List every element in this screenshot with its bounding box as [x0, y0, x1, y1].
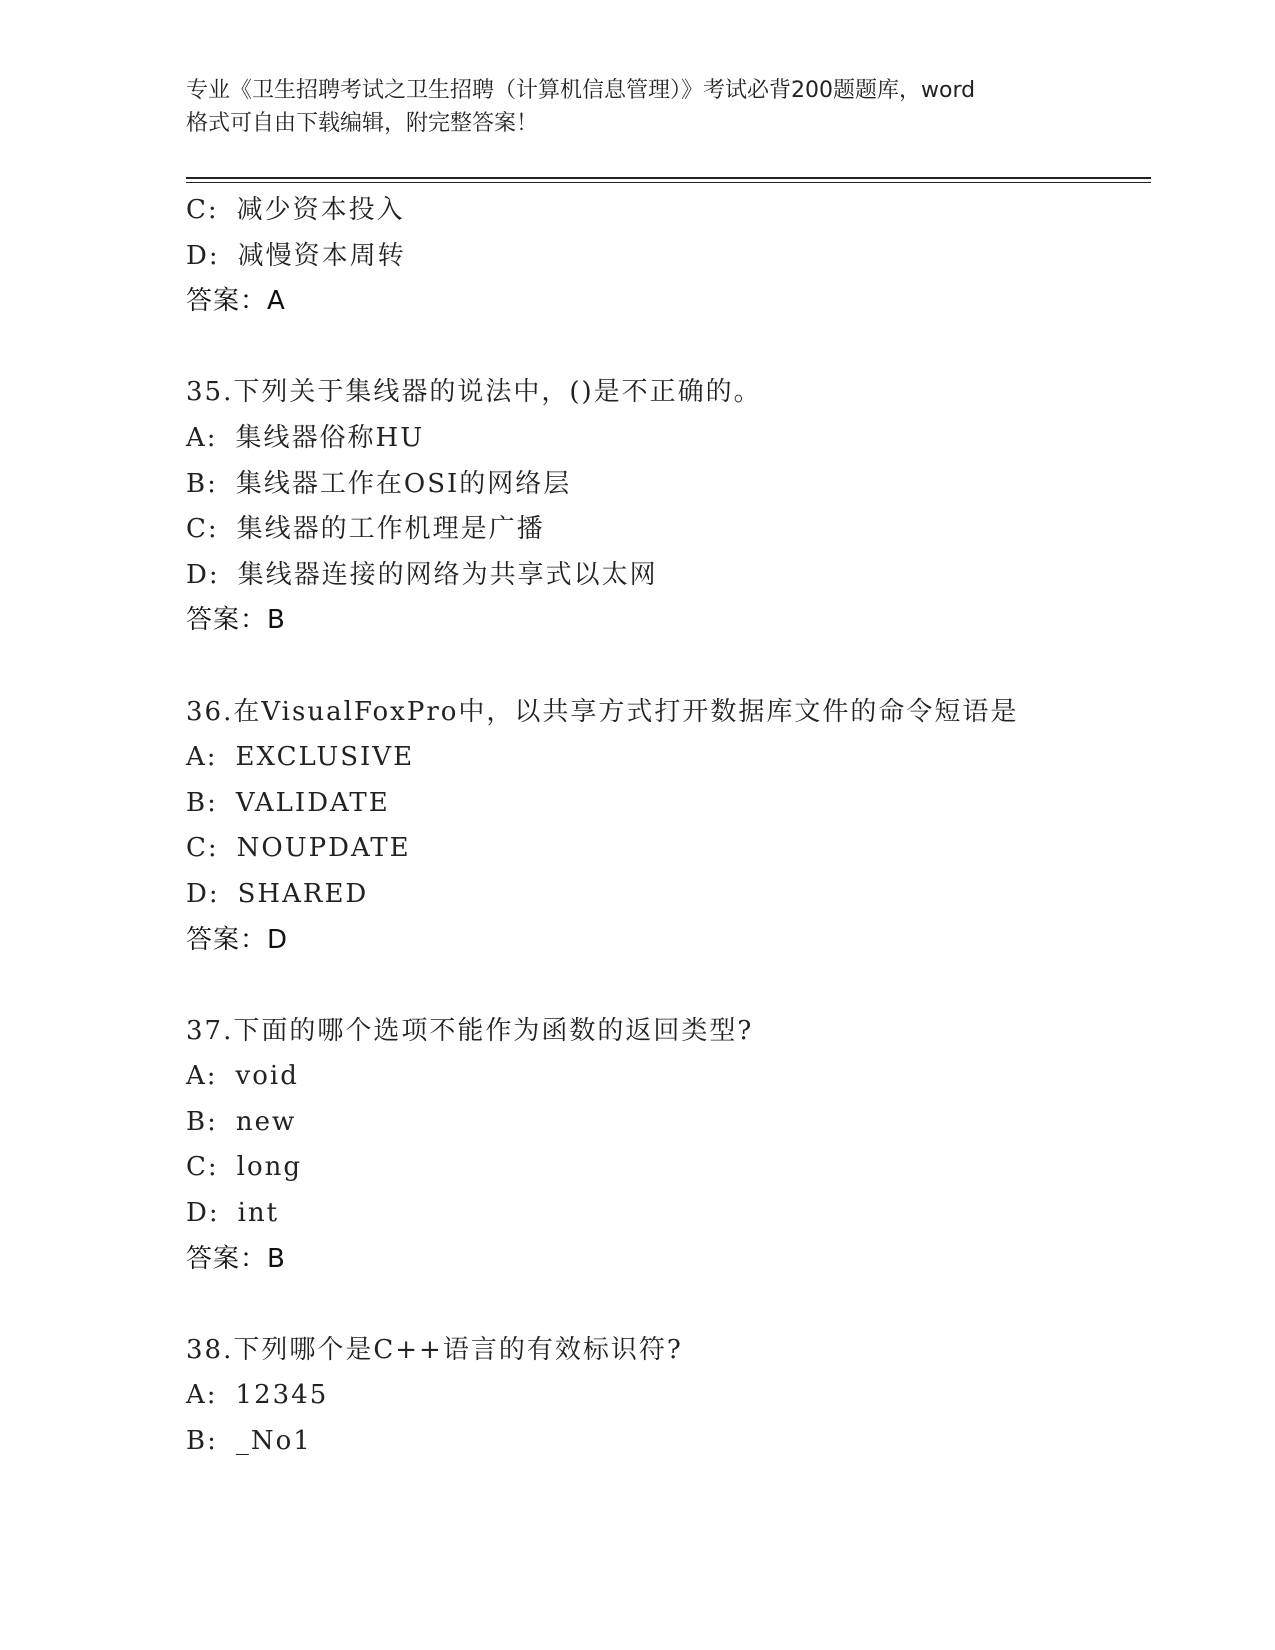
option-letter: D:	[186, 559, 220, 590]
option-text: _No1	[235, 1426, 312, 1457]
option-text: NOUPDATE	[236, 833, 411, 864]
answer-line: 答案：B	[186, 605, 286, 636]
header-line-2: 格式可自由下载编辑，附完整答案！	[186, 111, 539, 136]
option-letter: D:	[186, 240, 220, 271]
option-letter: D:	[186, 878, 220, 909]
option-text: 集线器俗称HU	[235, 422, 425, 453]
question-stem: 36.在VisualFoxPro中，以共享方式打开数据库文件的命令短语是	[186, 696, 1019, 727]
header-line-1: 专业《卫生招聘考试之卫生招聘（计算机信息管理）》考试必背200题题库，word	[186, 78, 976, 103]
option-line	[186, 1191, 1146, 1237]
option-text: 集线器的工作机理是广播	[236, 514, 545, 545]
option-line	[186, 462, 1146, 508]
option-line	[186, 553, 1146, 599]
option-letter: A:	[186, 742, 218, 773]
question-list	[186, 188, 1146, 1465]
option-text: 12345	[235, 1380, 329, 1411]
option-text: new	[235, 1106, 297, 1137]
option-letter: A:	[186, 422, 218, 453]
option-text: EXCLUSIVE	[235, 742, 415, 773]
option-line	[186, 1419, 1146, 1465]
question-stem: 37.下面的哪个选项不能作为函数的返回类型?	[186, 1015, 754, 1046]
option-line	[186, 1100, 1146, 1146]
option-text: 减少资本投入	[236, 195, 405, 225]
option-line	[186, 416, 1146, 462]
option-line	[186, 1054, 1146, 1100]
option-text: void	[235, 1061, 299, 1092]
option-letter: B:	[186, 787, 218, 818]
option-text: 集线器工作在OSI的网络层	[235, 468, 572, 499]
option-letter: B:	[186, 1426, 218, 1457]
option-line	[186, 234, 1146, 280]
option-letter: C:	[186, 514, 219, 545]
question-stem: 35.下列关于集线器的说法中，()是不正确的。	[186, 377, 762, 408]
option-letter: A:	[186, 1061, 218, 1092]
option-letter: C:	[186, 1152, 219, 1183]
question-spacer	[186, 644, 1146, 690]
option-letter: C:	[186, 833, 219, 864]
answer-line: 答案：D	[186, 924, 289, 955]
answer-line: 答案：B	[186, 1243, 286, 1274]
option-line	[186, 1145, 1146, 1191]
question-spacer	[186, 325, 1146, 371]
option-line	[186, 507, 1146, 553]
question-spacer	[186, 1282, 1146, 1328]
option-text: 减慢资本周转	[237, 240, 406, 271]
option-text: long	[236, 1152, 303, 1183]
option-line	[186, 781, 1146, 827]
option-line	[186, 826, 1146, 872]
option-line	[186, 872, 1146, 918]
option-line	[186, 188, 1146, 234]
header-divider-thin	[186, 182, 1151, 183]
option-line	[186, 735, 1146, 781]
document-header	[186, 74, 1086, 140]
option-text: VALIDATE	[235, 787, 390, 818]
header-divider-thick	[186, 177, 1151, 179]
option-letter: D:	[186, 1198, 220, 1229]
question-spacer	[186, 963, 1146, 1009]
option-text: int	[237, 1198, 280, 1229]
option-letter: B:	[186, 1106, 218, 1137]
answer-line: 答案：A	[186, 286, 286, 317]
option-text: 集线器连接的网络为共享式以太网	[237, 559, 658, 590]
option-letter: C:	[186, 195, 219, 225]
option-letter: A:	[186, 1380, 218, 1411]
option-line	[186, 1373, 1146, 1419]
option-text: SHARED	[237, 878, 369, 909]
option-letter: B:	[186, 468, 218, 499]
question-stem: 38.下列哪个是C++语言的有效标识符?	[186, 1334, 683, 1365]
